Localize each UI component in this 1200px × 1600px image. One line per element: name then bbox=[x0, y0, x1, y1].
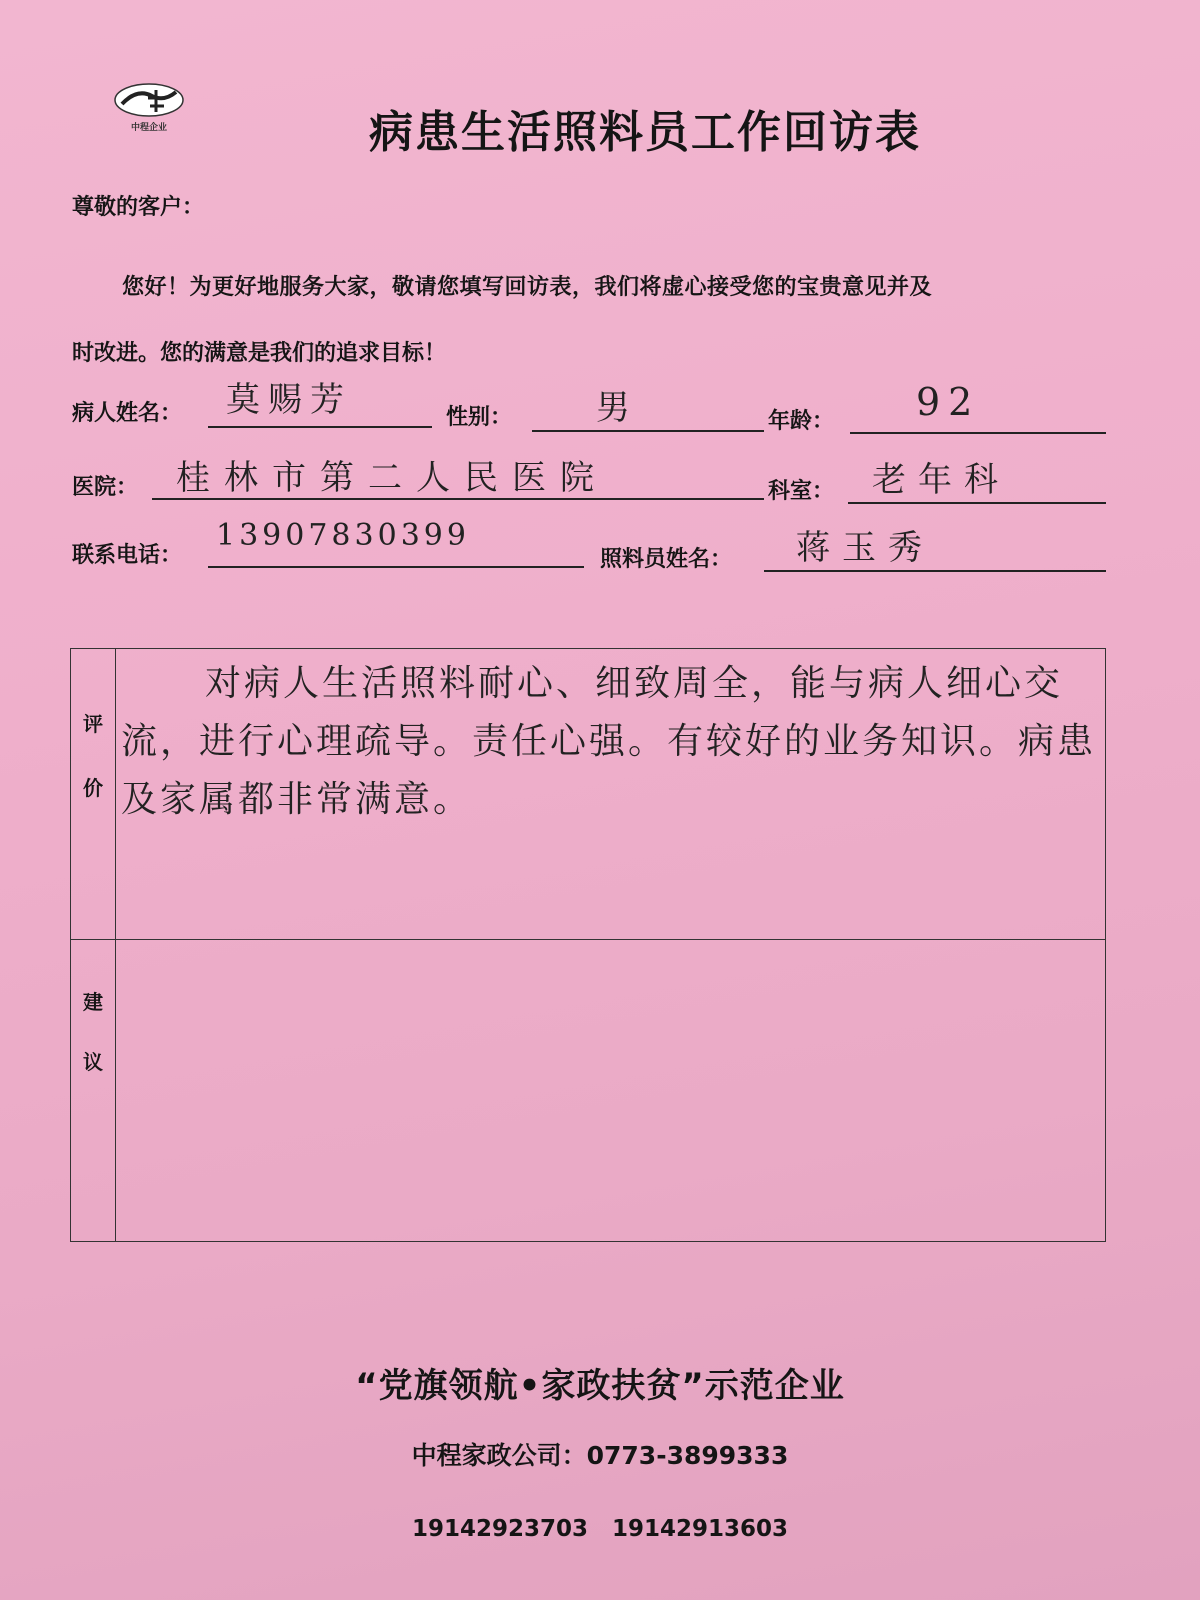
footer-company-phone: 中程家政公司：0773-3899333 bbox=[411, 1441, 789, 1470]
hospital-label: 医院： bbox=[72, 475, 139, 500]
table-row-divider bbox=[71, 939, 1105, 940]
footer-slogan: “党旗领航•家政扶贫”示范企业 bbox=[355, 1366, 845, 1406]
age-label: 年龄： bbox=[768, 409, 835, 434]
footer-mobile-numbers bbox=[0, 1516, 1200, 1542]
evaluation-text[interactable]: 对病人生活照料耐心、细致周全，能与病人细心交流，进行心理疏导。责任心强。有较好的业务知识。病患及家属都非常满意。 bbox=[121, 663, 1097, 820]
evaluation-label-1: 评 bbox=[83, 712, 103, 736]
phone-label: 联系电话： bbox=[72, 543, 183, 568]
gender-label: 性别： bbox=[446, 405, 513, 430]
hospital-field[interactable]: 桂林市第二人民医院 bbox=[176, 458, 608, 498]
logo-caption: 中程企业 bbox=[130, 123, 167, 133]
evaluation-label-2: 价 bbox=[83, 776, 103, 800]
department-underline bbox=[848, 502, 1106, 504]
caregiver-field[interactable]: 蒋玉秀 bbox=[796, 528, 934, 568]
age-underline bbox=[850, 432, 1106, 434]
department-field[interactable]: 老年科 bbox=[872, 460, 1010, 500]
phone-field[interactable]: 13907830399 bbox=[216, 518, 470, 553]
phone-underline bbox=[208, 566, 584, 568]
gender-field[interactable]: 男 bbox=[596, 388, 638, 428]
table-column-divider bbox=[115, 649, 116, 1241]
caregiver-label: 照料员姓名： bbox=[600, 547, 733, 572]
feedback-table bbox=[70, 648, 1106, 1242]
suggestion-area[interactable] bbox=[121, 945, 1101, 1235]
footer-mobile-2: 19142913603 bbox=[612, 1516, 789, 1542]
intro-line-2: 时改进。您的满意是我们的追求目标！ bbox=[72, 341, 447, 366]
age-field[interactable]: 92 bbox=[916, 380, 981, 424]
department-label: 科室： bbox=[768, 479, 835, 504]
patient-name-field[interactable]: 莫赐芳 bbox=[226, 380, 352, 420]
suggestion-label-1: 建 bbox=[83, 990, 103, 1014]
intro-line-1: 您好！为更好地服务大家，敬请您填写回访表，我们将虚心接受您的宝贵意见并及 bbox=[122, 275, 933, 300]
footer-mobile-1: 19142923703 bbox=[411, 1516, 588, 1542]
patient-name-label: 病人姓名： bbox=[72, 401, 183, 426]
form-title: 病患生活照料员工作回访表 bbox=[369, 107, 921, 158]
gender-underline bbox=[532, 430, 764, 432]
salutation: 尊敬的客户： bbox=[72, 195, 205, 220]
patient-name-underline bbox=[208, 426, 432, 428]
suggestion-label-2: 议 bbox=[83, 1050, 103, 1074]
caregiver-underline bbox=[764, 570, 1106, 572]
